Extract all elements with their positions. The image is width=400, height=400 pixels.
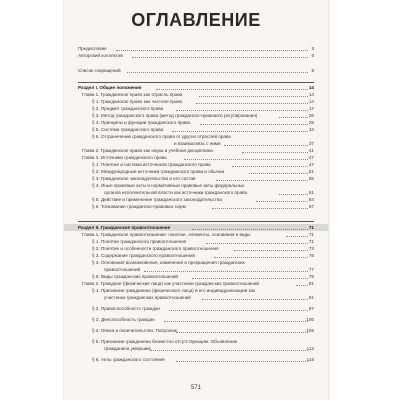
toc-entry: § 1. Понятие гражданского правоотношения 71	[92, 239, 314, 244]
toc-entry: § 1. Понятие и система источников гражданского права 47	[92, 162, 314, 167]
toc-entry: § 3. Содержание гражданского правоотношения 75	[92, 253, 314, 258]
toc-entry: § 6. Акты гражданского состояния 116	[92, 357, 314, 362]
toc-entry: § 3. Метод гражданского права (метод гражданско-правового регулирования) 26	[92, 113, 314, 118]
toc-entry: Авторский коллектив 6	[78, 53, 314, 58]
toc-entry: Глава 2. Граждане (физические лица) как участники гражданских правоотношений 81	[82, 281, 314, 286]
book-page	[64, 0, 328, 400]
toc-entry: § 4. Основания возникновения, изменения и прекращения гражданских	[92, 260, 245, 265]
section-heading: Раздел II. Гражданское правоотношение 71	[64, 224, 328, 231]
toc-entry: § 1. Гражданское право как частное право 14	[92, 99, 314, 104]
toc-entry: § 5. Признание гражданина безвестно отсутствующим. Объявление	[92, 339, 238, 344]
section-rule	[78, 82, 314, 83]
toc-entry: § 4. Иные правовые акты и нормативные правовые акты федеральных	[92, 183, 245, 188]
toc-entry: § 6. Толкование гражданско-правовых норм 67	[92, 204, 314, 209]
toc-entry: Список сокращений 8	[78, 68, 314, 73]
toc-entry: § 3. Гражданское законодательство и его состав 55	[92, 176, 314, 181]
toc-entry: § 5. Система гражданского права 34	[92, 127, 314, 132]
section-heading: Раздел I. Общие положения 14	[78, 85, 314, 90]
toc-entry: Глава 3. Источники гражданского права 47	[82, 155, 314, 160]
toc-entry-continuation: правоотношений 77	[104, 267, 314, 272]
toc-entry: Глава 2. Гражданское право как наука и учебная дисциплина 41	[82, 148, 314, 153]
table-of-contents	[64, 0, 328, 400]
toc-entry: § 1. Признание гражданина (физического лица) в его индивидуализации как	[92, 288, 256, 293]
toc-entry-continuation: гражданина умершим 112	[104, 346, 314, 351]
page-title: ОГЛАВЛЕНИЕ	[131, 10, 261, 30]
toc-entry: § 2. Понятие и особенности гражданского правоотношения 73	[92, 246, 314, 251]
page-number: 571	[190, 385, 201, 391]
section-rule	[78, 221, 314, 222]
toc-entry: Глава 1. Гражданское правоотношение: понятие, элементы, основания и виды 71	[82, 232, 314, 237]
page-edge	[328, 0, 331, 400]
toc-entry: § 2. Правоспособность граждан 87	[92, 306, 314, 311]
toc-entry: § 5. Действие и применение гражданского законодательства 64	[92, 197, 314, 202]
toc-entry: § 5. Виды гражданских правоотношений 79	[92, 274, 314, 279]
toc-entry: § 4. Принципы и функции гражданского права 29	[92, 120, 314, 125]
toc-entry-continuation: органов исполнительной власти как источники гражданского права 61	[104, 190, 314, 195]
toc-entry: Глава 1. Гражданское право как отрасль права 14	[82, 92, 314, 97]
toc-entry-continuation: и взаимосвязь с ними 37	[174, 141, 314, 146]
toc-entry: § 3. Дееспособность граждан 100	[92, 317, 314, 322]
toc-entry: Предисловие 3	[78, 46, 314, 51]
toc-entry: § 4. Опека и попечительство. Патронаж 106	[92, 328, 314, 333]
toc-entry: § 6. Отграничение гражданского права от других отраслей права	[92, 134, 231, 139]
toc-entry: § 2. Международные источники гражданского права и обычаи 51	[92, 169, 314, 174]
toc-entry-continuation: участника гражданских правоотношений 81	[104, 295, 314, 300]
toc-entry: § 2. Предмет гражданского права 17	[92, 106, 314, 111]
